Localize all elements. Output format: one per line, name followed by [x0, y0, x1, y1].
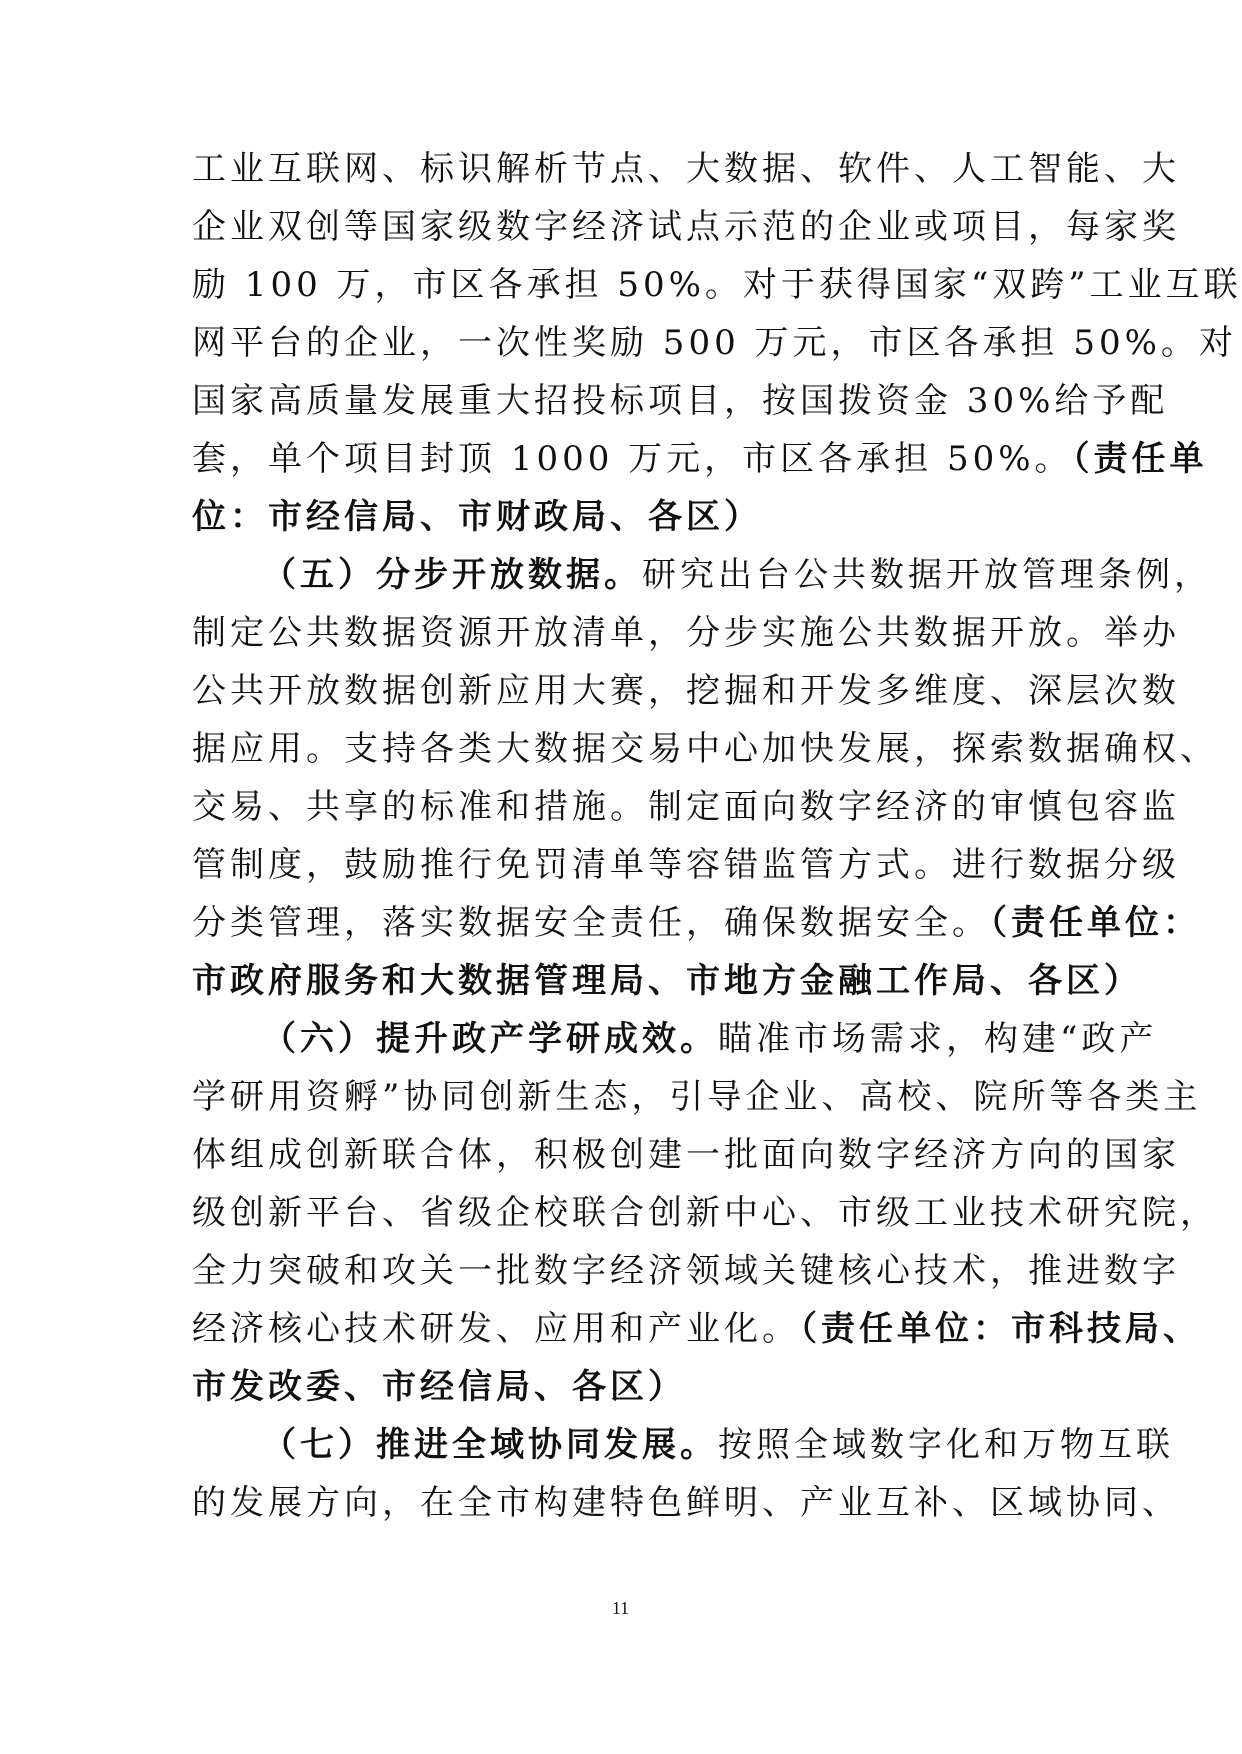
bold-text-segment: 位：市经信局、市财政局、各区） [192, 497, 762, 537]
text-line [192, 1126, 1180, 1184]
text-line [192, 604, 1180, 662]
text-line [192, 372, 1169, 430]
text-line [262, 1010, 1158, 1068]
text-line [192, 894, 1201, 952]
text-segment: 分类管理，落实数据安全责任，确保数据安全。 [192, 903, 990, 943]
text-line [192, 198, 1180, 256]
text-line [192, 720, 1218, 778]
text-line [192, 1068, 1202, 1126]
bold-text-segment: 市政府服务和大数据管理局、市地方金融工作局、各区） [192, 961, 1142, 1001]
text-segment: 公共开放数据创新应用大赛，挖掘和开发多维度、深层次数 [192, 671, 1180, 711]
text-line [192, 314, 1237, 372]
text-line [192, 1184, 1218, 1242]
text-segment: 网平台的企业，一次性奖励 500 万元，市区各承担 50%。对 [192, 323, 1237, 363]
text-line [192, 662, 1180, 720]
bold-text-segment: （责任单位：市科技局、 [800, 1309, 1201, 1349]
text-line [192, 1242, 1180, 1300]
text-line [192, 430, 1208, 488]
text-segment: 级创新平台、省级企校联合创新中心、市级工业技术研究院， [192, 1193, 1218, 1233]
bold-text-segment: （七）推进全域协同发展。 [262, 1425, 718, 1465]
text-segment: 按照全域数字化和万物互联 [718, 1425, 1174, 1465]
text-segment: 制定公共数据资源开放清单，分步实施公共数据开放。举办 [192, 613, 1180, 653]
text-segment: 工业互联网、标识解析节点、大数据、软件、人工智能、大 [192, 149, 1180, 189]
text-line [192, 778, 1180, 836]
bold-text-segment: （五）分步开放数据。 [262, 555, 642, 595]
text-segment: 据应用。支持各类大数据交易中心加快发展，探索数据确权、 [192, 729, 1218, 769]
bold-text-segment: （责任单位： [990, 903, 1201, 943]
page-number: 11 [611, 1598, 630, 1618]
text-line [262, 546, 1212, 604]
text-line [192, 488, 1052, 546]
text-segment: 管制度，鼓励推行免罚清单等容错监管方式。进行数据分级 [192, 845, 1180, 885]
text-segment: 套，单个项目封顶 1000 万元，市区各承担 50%。 [192, 439, 1073, 479]
text-line [262, 1416, 1174, 1474]
bold-text-segment: （责任单 [1072, 439, 1208, 479]
text-segment: 经济核心技术研发、应用和产业化。 [192, 1309, 800, 1349]
text-segment: 体组成创新联合体，积极创建一批面向数字经济方向的国家 [192, 1135, 1180, 1175]
text-segment: 交易、共享的标准和措施。制定面向数字经济的审慎包容监 [192, 787, 1180, 827]
text-line [192, 256, 1242, 314]
text-segment: 国家高质量发展重大招投标项目，按国拨资金 30%给予配 [192, 381, 1169, 421]
text-segment: 励 100 万，市区各承担 50%。对于获得国家“双跨”工业互联 [192, 265, 1242, 305]
text-segment: 学研用资孵”协同创新生态，引导企业、高校、院所等各类主 [192, 1077, 1202, 1117]
text-line [192, 1474, 1180, 1532]
text-line [192, 952, 1142, 1010]
text-segment: 全力突破和攻关一批数字经济领域关键核心技术，推进数字 [192, 1251, 1180, 1291]
text-segment: 瞄准市场需求，构建“政产 [718, 1019, 1158, 1059]
bold-text-segment: 市发改委、市经信局、各区） [192, 1367, 686, 1407]
text-line [192, 140, 1180, 198]
text-line [192, 1358, 1052, 1416]
text-segment: 企业双创等国家级数字经济试点示范的企业或项目，每家奖 [192, 207, 1180, 247]
bold-text-segment: （六）提升政产学研成效。 [262, 1019, 718, 1059]
text-segment: 研究出台公共数据开放管理条例， [642, 555, 1212, 595]
text-segment: 的发展方向，在全市构建特色鲜明、产业互补、区域协同、 [192, 1483, 1180, 1523]
text-line [192, 836, 1180, 894]
text-line [192, 1300, 1201, 1358]
